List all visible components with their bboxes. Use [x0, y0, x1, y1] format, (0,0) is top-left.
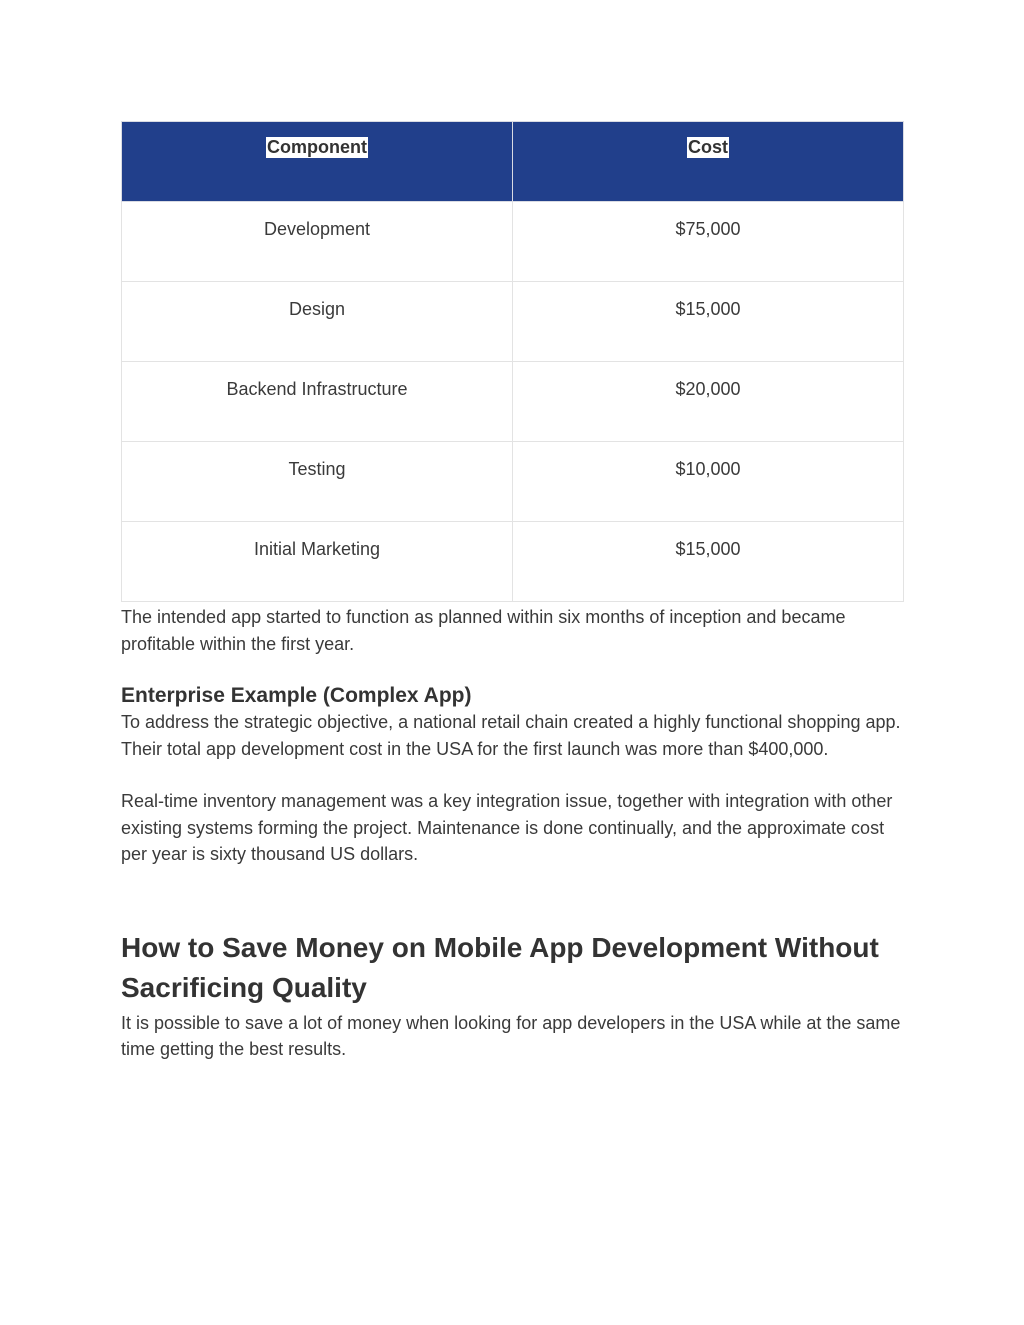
enterprise-paragraph-1: To address the strategic objective, a national retail chain created a highly functional shopping app. Their total app development cost in the USA for the first launch was more than $400,000.: [121, 712, 901, 759]
cell-text: Testing: [288, 459, 346, 479]
cell-text: $20,000: [675, 379, 741, 399]
cost-table: [121, 121, 904, 602]
enterprise-paragraph-2: Real-time inventory management was a key integration issue, together with integration with other existing systems forming the project. Maintenance is done continually, and the approximate cost per year is sixty thousand US dollars.: [121, 791, 893, 864]
header-label: Component: [267, 137, 367, 157]
save-money-heading: How to Save Money on Mobile App Development Without Sacrificing Quality: [121, 931, 879, 1003]
document-page: [121, 121, 904, 1063]
table-cell-cost: [513, 362, 904, 442]
table-row: [122, 282, 904, 362]
table-header-cost: [513, 122, 904, 202]
table-cell-cost: [513, 522, 904, 602]
intended-app-paragraph: The intended app started to function as planned within six months of inception and became profitable within the first year.: [121, 607, 846, 654]
enterprise-example-heading: Enterprise Example (Complex App): [121, 684, 472, 707]
table-cell-component: [122, 442, 513, 522]
cell-text: $15,000: [675, 539, 741, 559]
table-header-row: [122, 122, 904, 202]
table-cell-component: [122, 202, 513, 282]
cell-text: Development: [263, 219, 371, 239]
table-cell-component: [122, 362, 513, 442]
cell-text: Initial Marketing: [253, 539, 381, 559]
table-row: [122, 362, 904, 442]
table-row: [122, 442, 904, 522]
table-cell-component: [122, 522, 513, 602]
cell-text: Backend Infrastructure: [226, 379, 408, 399]
cell-text: $75,000: [675, 219, 741, 239]
table-cell-cost: [513, 202, 904, 282]
cell-text: Design: [288, 299, 346, 319]
table-cell-cost: [513, 442, 904, 522]
table-header-component: [122, 122, 513, 202]
table-row: [122, 202, 904, 282]
table-cell-cost: [513, 282, 904, 362]
header-label: Cost: [688, 137, 728, 157]
cell-text: $15,000: [675, 299, 741, 319]
table-row: [122, 522, 904, 602]
table-cell-component: [122, 282, 513, 362]
save-money-paragraph: It is possible to save a lot of money when looking for app developers in the USA while at the same time getting the best results.: [121, 1012, 901, 1059]
cell-text: $10,000: [675, 459, 741, 479]
